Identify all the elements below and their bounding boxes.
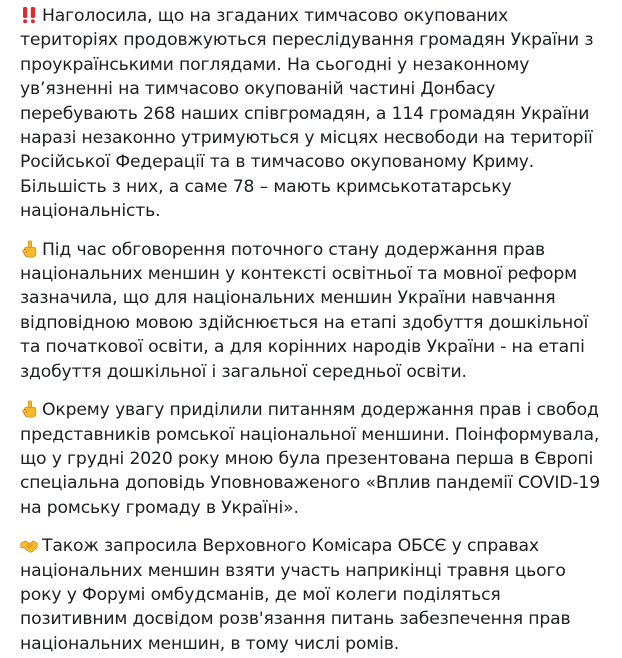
post-paragraph-2 (20, 238, 608, 384)
post-paragraph-2-text: Під час обговорення поточного стану додержання прав національних меншин у контексті освітньої та мовної реформ зазначила, що для національних меншин України навчання відповідною мовою здійснюється на етапі здобуття дошкільної та початкової освіти, а для корінних народів України - на етапі здобуття дошкільної і загальної середньої освіти. (20, 239, 589, 382)
post-paragraph-4-text: Також запросила Верховного Комісара ОБСЄ у справах національних меншин взяти участь наприкінці травня цього року у Форумі омбудсманів, де мої колеги поділяться позитивним досвідом розв'язання питань забезпечення прав національних меншин, в тому числі ромів. (20, 536, 571, 654)
post-paragraph-3-text: Окрему увагу приділили питанням додержання прав і свобод представників ромської національної меншини. Поінформувала, що у грудні 2020 року мною була презентована перша в Європі спеціальна доповідь Уповноваженого «Вплив пандемії COVID-19 на ромську громаду в Україні». (20, 400, 600, 518)
post-paragraph-3 (20, 398, 608, 520)
pointing-up-hand-icon (20, 240, 38, 258)
post-paragraph-1 (20, 4, 608, 224)
post-paragraph-4 (20, 534, 608, 656)
double-exclamation-icon (20, 6, 38, 24)
handshake-icon (20, 536, 38, 554)
pointing-up-hand-icon (20, 400, 38, 418)
post-paragraph-1-text: Наголосила, що на згаданих тимчасово окупованих територіях продовжуються переслідування громадян України з проукраїнськими поглядами. На сьогодні у незаконному ув’язненні на тимчасово окупованій частині Донбасу перебувають 268 наших співгромадян, а 114 громадян України наразі незаконно утримуються у місцях несвободи на території Російської Федерації та в тимчасово окупованому Криму. Більшість з них, а саме 78 – мають кримськотатарську національність. (20, 6, 594, 222)
